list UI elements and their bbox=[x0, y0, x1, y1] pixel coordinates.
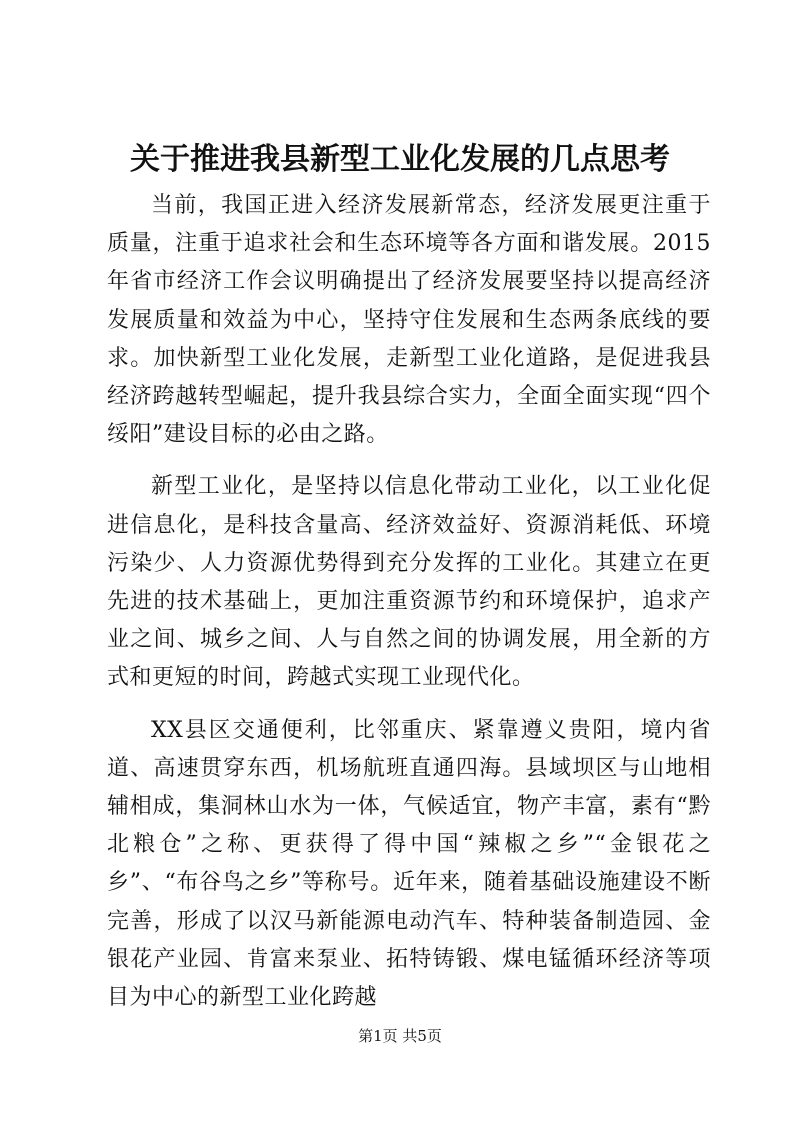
page-footer bbox=[0, 1026, 800, 1046]
document-body bbox=[107, 187, 711, 1031]
paragraph-3: XX县区交通便利，比邻重庆、紧靠遵义贵阳，境内省道、高速贯穿东西，机场航班直通四海。县域坝区与山地相辅相成，集洞林山水为一体，气候适宜，物产丰富，素有“黔北粮仓”之称、更获得了得中国“辣椒之乡”“金银花之乡”、“布谷鸟之乡”等称号。近年来，随着基础设施建设不断完善，形成了以汉马新能源电动汽车、特种装备制造园、金银花产业园、肯富来泵业、拓特铸锻、煤电锰循环经济等项目为中心的新型工业化跨越 bbox=[107, 717, 711, 1011]
paragraph-2: 新型工业化，是坚持以信息化带动工业化，以工业化促进信息化，是科技含量高、经济效益好、资源消耗低、环境污染少、人力资源优势得到充分发挥的工业化。其建立在更先进的技术基础上，更加注重资源节约和环境保护，追求产业之间、城乡之间、人与自然之间的协调发展，用全新的方式和更短的时间，跨越式实现工业现代化。 bbox=[107, 474, 711, 691]
paragraph-1: 当前，我国正进入经济发展新常态，经济发展更注重于质量，注重于追求社会和生态环境等各方面和谐发展。2015年省市经济工作会议明确提出了经济发展要坚持以提高经济发展质量和效益为中心，坚持守住发展和生态两条底线的要求。加快新型工业化发展，走新型工业化道路，是促进我县经济跨越转型崛起，提升我县综合实力，全面全面实现“四个绥阳”建设目标的必由之路。 bbox=[107, 193, 711, 448]
document-title: 关于推进我县新型工业化发展的几点思考 bbox=[130, 142, 670, 177]
page-indicator: 第1页 共5页 bbox=[358, 1027, 442, 1045]
